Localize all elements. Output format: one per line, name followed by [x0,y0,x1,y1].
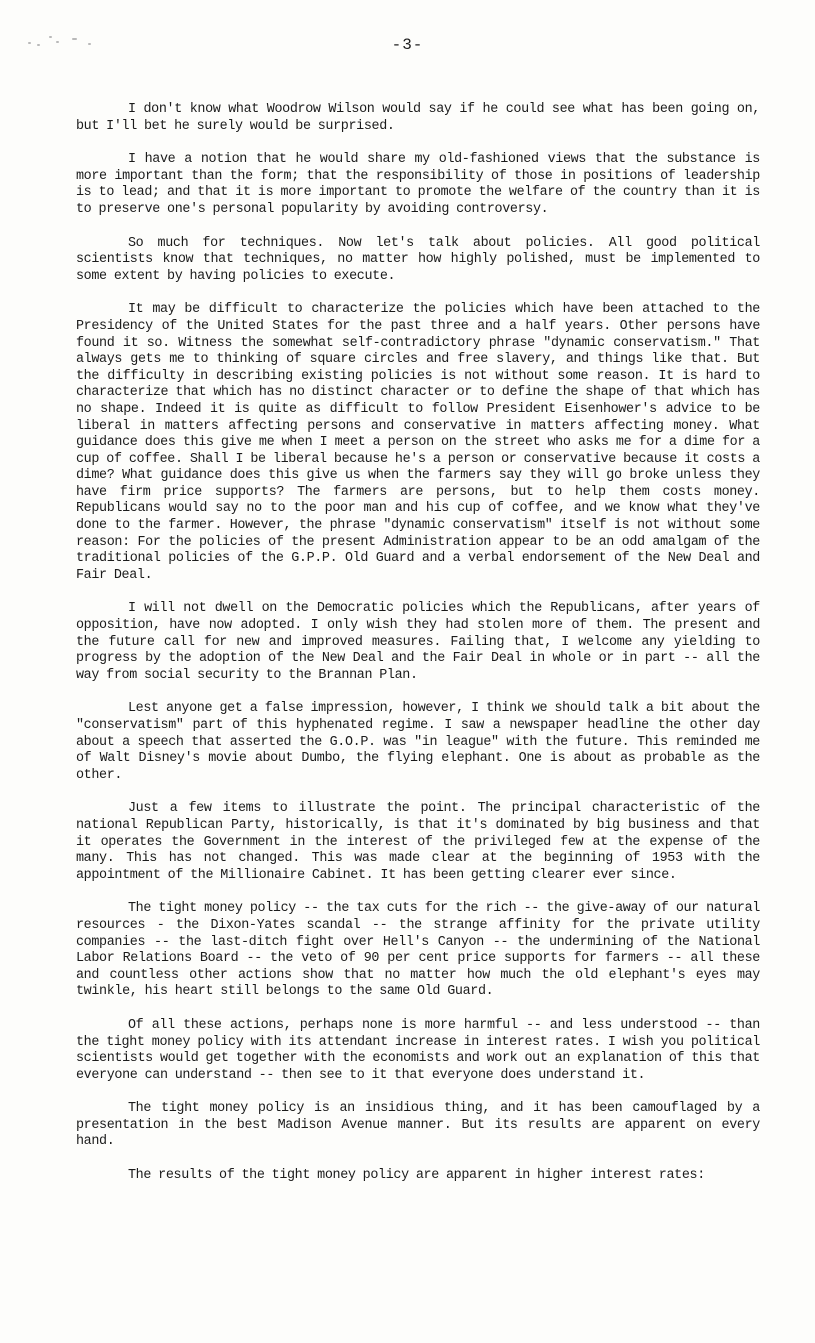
paragraph: It may be difficult to characterize the policies which have been attached to the Presidency of the United States for the past three and a half years. Other persons have found it so. Witness the somewhat self-contradictory phrase "dynamic conservatism." That always gets me to thinking of square circles and free slavery, and things like that. But the difficulty in describing existing policies is not without some reason. It is hard to characterize that which has no distinct character or to define the shape of that which has no shape. Indeed it is quite as difficult to follow President Eisenhower's advice to be liberal in matters affecting persons and conservative in matters affecting money. What guidance does this give me when I meet a person on the street who asks me for a dime for a cup of coffee. Shall I be liberal because he's a person or conservative because it costs a dime? What guidance does this give us when the farmers say they will go broke unless they have firm price supports? The farmers are persons, but to help them costs money. Republicans would say no to the poor man and his cup of coffee, and we know what they've done to the farmer. However, the phrase "dynamic conservatism" itself is not without some reason: For the policies of the present Administration appear to be an odd amalgam of the traditional policies of the G.P.P. Old Guard and a verbal endorsement of the New Deal and Fair Deal. [76,302,760,583]
paragraph: I will not dwell on the Democratic policies which the Republicans, after years of opposition, have now adopted. I only wish they had stolen more of them. The present and the future call for new and improved measures. Failing that, I welcome any yielding to progress by the adoption of the New Deal and the Fair Deal in whole or in part -- all the way from social security to the Brannan Plan. [76,601,760,683]
paragraph: Lest anyone get a false impression, however, I think we should talk a bit about the "conservatism" part of this hyphenated regime. I saw a newspaper headline the other day about a speech that asserted the G.O.P. was "in league" with the future. This reminded me of Walt Disney's movie about Dumbo, the flying elephant. One is about as probable as the other. [76,701,760,783]
paragraph: So much for techniques. Now let's talk about policies. All good political scientists know that techniques, no matter how highly polished, must be implemented to some extent by having policies to execute. [76,235,760,284]
paragraph: The tight money policy is an insidious thing, and it has been camouflaged by a presentation in the best Madison Avenue manner. But its results are apparent on every hand. [76,1101,760,1150]
page-number: -3- [391,36,424,54]
paragraph: I don't know what Woodrow Wilson would say if he could see what has been going on, but I'll bet he surely would be surprised. [76,102,760,134]
paragraph: I have a notion that he would share my old-fashioned views that the substance is more important than the form; that the responsibility of those in positions of leadership is to lead; and that it is more important to promote the welfare of the country than it is to preserve one's personal popularity by avoiding controversy. [76,152,760,217]
paragraph: The results of the tight money policy are apparent in higher interest rates: [128,1168,705,1184]
paragraph: Of all these actions, perhaps none is more harmful -- and less understood -- than the tight money policy with its attendant increase in interest rates. I wish you political scientists would get together with the economists and work out an explanation of this that everyone can understand -- then see to it that everyone does understand it. [76,1017,760,1083]
body-text [76,102,760,1202]
paragraph: The tight money policy -- the tax cuts for the rich -- the give-away of our natural resources - the Dixon-Yates scandal -- the strange affinity for the private utility companies -- the last-ditch fight over Hell's Canyon -- the undermining of the National Labor Relations Board -- the veto of 90 per cent price supports for farmers -- all these and countless other actions show that no matter how much the old elephant's eyes may twinkle, his heart still belongs to the same Old Guard. [76,901,760,1000]
paragraph: Just a few items to illustrate the point. The principal characteristic of the national Republican Party, historically, is that it's dominated by big business and that it operates the Government in the interest of the privileged few at the expense of the many. This has not changed. This was made clear at the beginning of 1953 with the appointment of the Millionaire Cabinet. It has been getting clearer ever since. [76,801,760,883]
